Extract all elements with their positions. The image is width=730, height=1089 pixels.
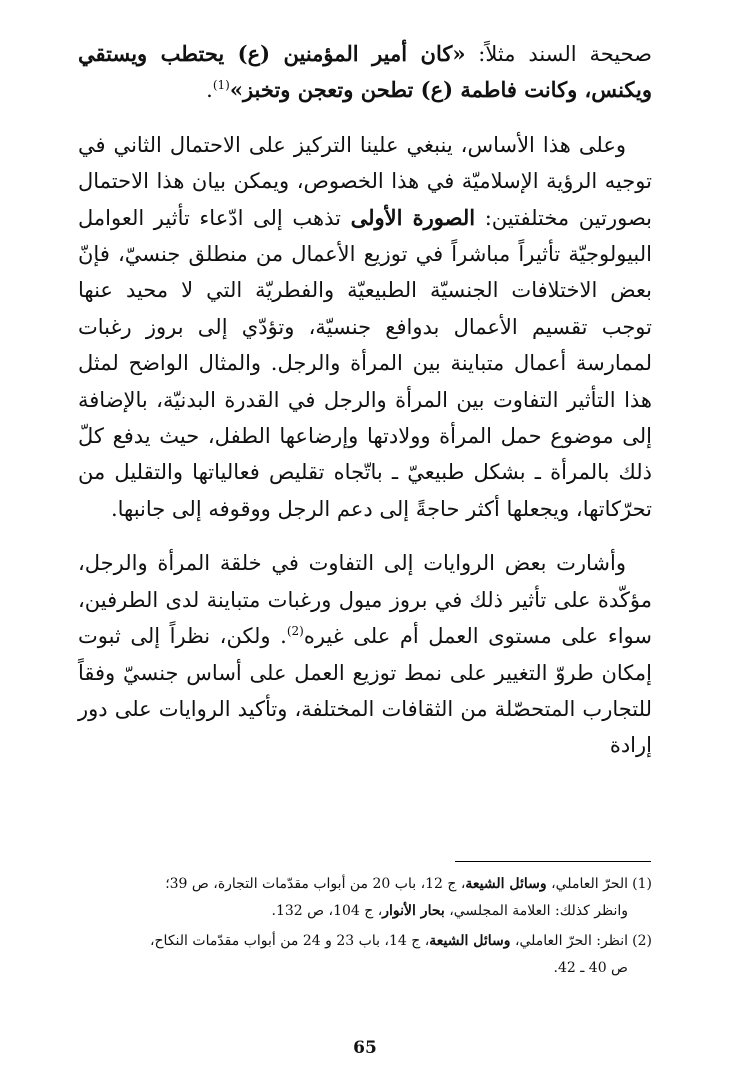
bold-term-first-form: الصورة الأولى (350, 204, 476, 230)
quoted-hadith: «كان أمير المؤمنين (ع) يحتطب ويستقي ويكنس، وكانت فاطمة (ع) تطحن وتعجن وتخبز» (78, 41, 652, 103)
paragraph-1-end: . (206, 78, 213, 103)
footnote-book-title: وسائل الشيعة (429, 933, 511, 949)
paragraph-1 (78, 36, 652, 109)
footnote-1 (78, 871, 652, 925)
paragraph-3 (78, 545, 652, 763)
footnote-ref-1: (1) (212, 78, 230, 93)
footnote-text: ، ج 14، باب 23 و 24 من أبواب مقدّمات النكاح، (150, 933, 430, 949)
footnote-continuation (78, 898, 652, 925)
footnote-number: (1) (632, 876, 652, 892)
footnote-book-title: وسائل الشيعة (465, 876, 547, 892)
footnote-ref-2: (2) (286, 624, 304, 639)
paragraph-1-intro: صحيحة السند مثلاً: (465, 42, 652, 66)
paragraph-3-part-b: . ولكن، نظراً إلى ثبوت إمكان طروّ التغيير على نمط توزيع العمل على أساس جنسيّ وفقاً للتجارب المتحصّلة من الثقافات المختلفة، وتأكيد الروايات على دور إرادة (78, 624, 652, 758)
paragraph-2-part-b: تذهب إلى ادّعاء تأثير العوامل البيولوجيّة تأثيراً مباشراً في توزيع الأعمال من منطلق جنسيّ، فإنّ بعض الاختلافات الجنسيّة الطبيعيّة والفطريّة التي لا محيد عنها توجب تقسيم الأعمال بدوافع جنسيّة، وتؤدّي إلى بروز رغبات لممارسة أعمال متباينة بين المرأة والرجل. والمثال الواضح لمثل هذا التأثير التفاوت بين المرأة والرجل في القدرة البدنيّة، بالإضافة إلى موضوع حمل المرأة وولادتها وإرضاعها الطفل، حيث يدفع كلّ ذلك بالمرأة ـ بشكل طبيعيّ ـ باتّجاه تقليص فعالياتها والتقليل من تحرّكاتها، ويجعلها أكثر حاجةً إلى دعم الرجل ووقوفه إلى جانبها. (78, 205, 652, 521)
main-text (78, 36, 652, 764)
paragraph-2 (78, 127, 652, 527)
paragraph-2-part-a: وعلى هذا الأساس، ينبغي علينا التركيز على الاحتمال الثاني في توجيه الرؤية الإسلاميّة في هذا الخصوص، ويمكن بيان هذا الاحتمال بصورتين مختلفتين: (78, 132, 652, 230)
footnote-text: وانظر كذلك: العلامة المجلسي، (444, 903, 628, 919)
footnote-text: ، ج 104، ص 132. (271, 903, 383, 919)
footnote-2 (78, 928, 652, 982)
footnote-text: انظر: الحرّ العاملي، (510, 933, 628, 949)
footnote-text: ، ج 12، باب 20 من أبواب مقدّمات التجارة، ص 39؛ (165, 876, 466, 892)
page-number: 65 (353, 1038, 377, 1058)
footnote-divider (455, 861, 651, 862)
footnote-text: الحرّ العاملي، (546, 876, 628, 892)
footnote-book-title: بحار الأنوار (382, 903, 445, 919)
footnote-continuation: ص 40 ـ 42. (553, 960, 628, 976)
paragraph-3-part-a: وأشارت بعض الروايات إلى التفاوت في خلقة المرأة والرجل، مؤكّدة على تأثير ذلك في بروز ميول ورغبات متباينة لدى الطرفين، سواء على مستوى العمل أم على غيره (78, 551, 653, 649)
footnote-number: (2) (632, 933, 652, 949)
